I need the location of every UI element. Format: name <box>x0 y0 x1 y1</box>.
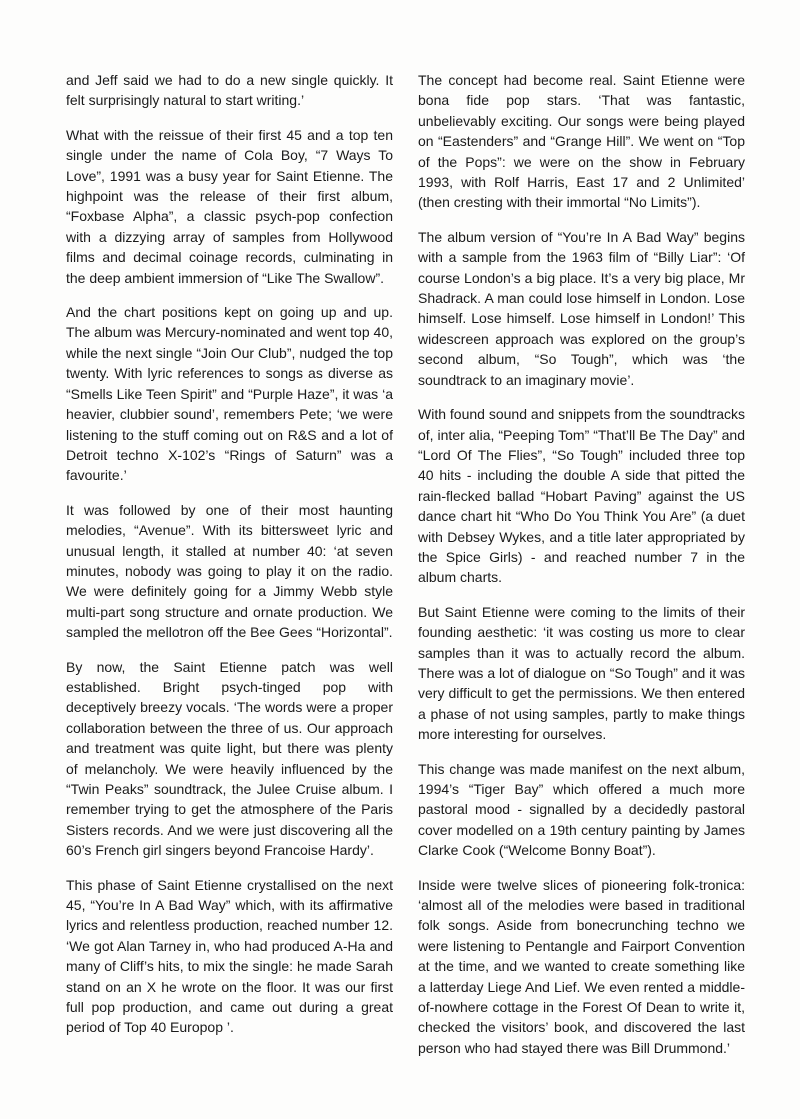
paragraph: Inside were twelve slices of pioneering folk-tronica: ‘almost all of the melodies were based in traditional folk songs. Aside from bonecrunching techno we were listening to Pentangle and Fairport Convention at the time, and we wanted to create something like a latterday Liege And Lief. We even rented a middle-of-nowhere cottage in the Forest Of Dean to write it, checked the visitors’ book, and discovered the last person who had stayed there was Bill Drummond.’ <box>418 876 745 1056</box>
right-column <box>418 70 745 1072</box>
paragraph: The concept had become real. Saint Etienne were bona fide pop stars. ‘That was fantastic, unbelievably exciting. Our songs were being played on “Eastenders” and “Grange Hill”. We went on “Top of the Pops”: we were on the show in February 1993, with Rolf Harris, East 17 and 2 Unlimited’ (then cresting with their immortal “No Limits”). <box>418 72 745 211</box>
left-column <box>66 70 393 1052</box>
paragraph: This phase of Saint Etienne crystallised on the next 45, “You’re In A Bad Way” which, with its affirmative lyrics and relentless production, reached number 12. ‘We got Alan Tarney in, who had produced A-Ha and many of Cliff’s hits, to mix the single: he made Sarah stand on an X he wrote on the floor. It was our first full pop production, and came out during a great period of Top 40 Europop ’. <box>66 876 393 1036</box>
paragraph: And the chart positions kept on going up and up. The album was Mercury-nominated and went top 40, while the next single “Join Our Club”, nudged the top twenty. With lyric references to songs as diverse as “Smells Like Teen Spirit” and “Purple Haze”, it was ‘a heavier, clubbier sound’, remembers Pete; ‘we were listening to the stuff coming out on R&S and a lot of Detroit techno X-102’s “Rings of Saturn” was a favourite.’ <box>66 304 393 484</box>
paragraph: With found sound and snippets from the soundtracks of, inter alia, “Peeping Tom” “That’ll Be The Day” and “Lord Of The Flies”, “So Tough” included three top 40 hits - including the double A side that pitted the rain-flecked ballad “Hobart Paving” against the US dance chart hit “Who Do You Think You Are” (a duet with Debsey Wykes, and a title later appropriated by the Spice Girls) - and reached number 7 in the album charts. <box>418 406 745 586</box>
paragraph: This change was made manifest on the next album, 1994’s “Tiger Bay” which offered a much more pastoral mood - signalled by a decidedly pastoral cover modelled on a 19th century painting by James Clarke Cook (“Welcome Bonny Boat”). <box>418 760 745 859</box>
paragraph: and Jeff said we had to do a new single quickly. It felt surprisingly natural to start writing.’ <box>66 72 393 109</box>
paragraph: It was followed by one of their most haunting melodies, “Avenue”. With its bittersweet lyric and unusual length, it stalled at number 40: ‘at seven minutes, nobody was going to play it on the radio. We were definitely going for a Jimmy Webb style multi-part song structure and ornate production. We sampled the mellotron off the Bee Gees “Horizontal”. <box>66 501 393 641</box>
paragraph: The album version of “You’re In A Bad Way” begins with a sample from the 1963 film of “Billy Liar”: ‘Of course London’s a big place. It’s a very big place, Mr Shadrack. A man could lose himself in London. Lose himself. Lose himself. Lose himself in London!’ This widescreen approach was explored on the group’s second album, “So Tough”, which was ‘the soundtrack to an imaginary movie’. <box>418 228 745 388</box>
paragraph: But Saint Etienne were coming to the limits of their founding aesthetic: ‘it was costing us more to clear samples than it was to actually record the album. There was a lot of dialogue on “So Tough” and it was very difficult to get the permissions. We then entered a phase of not using samples, partly to make things more interesting for ourselves. <box>418 603 745 743</box>
paragraph: What with the reissue of their first 45 and a top ten single under the name of Cola Boy, “7 Ways To Love”, 1991 was a busy year for Saint Etienne. The highpoint was the release of their first album, “Foxbase Alpha”, a classic psych-pop confection with a dizzying array of samples from Hollywood films and decimal coinage records, culminating in the deep ambient immersion of “Like The Swallow”. <box>66 126 393 286</box>
paragraph: By now, the Saint Etienne patch was well established. Bright psych-tinged pop with deceptively breezy vocals. ‘The words were a proper collaboration between the three of us. Our approach and treatment was quite light, but there was plenty of melancholy. We were heavily influenced by the “Twin Peaks” soundtrack, the Julee Cruise album. I remember trying to get the atmosphere of the Paris Sisters records. And we were just discovering all the 60’s French girl singers beyond Francoise Hardy’. <box>66 658 393 859</box>
